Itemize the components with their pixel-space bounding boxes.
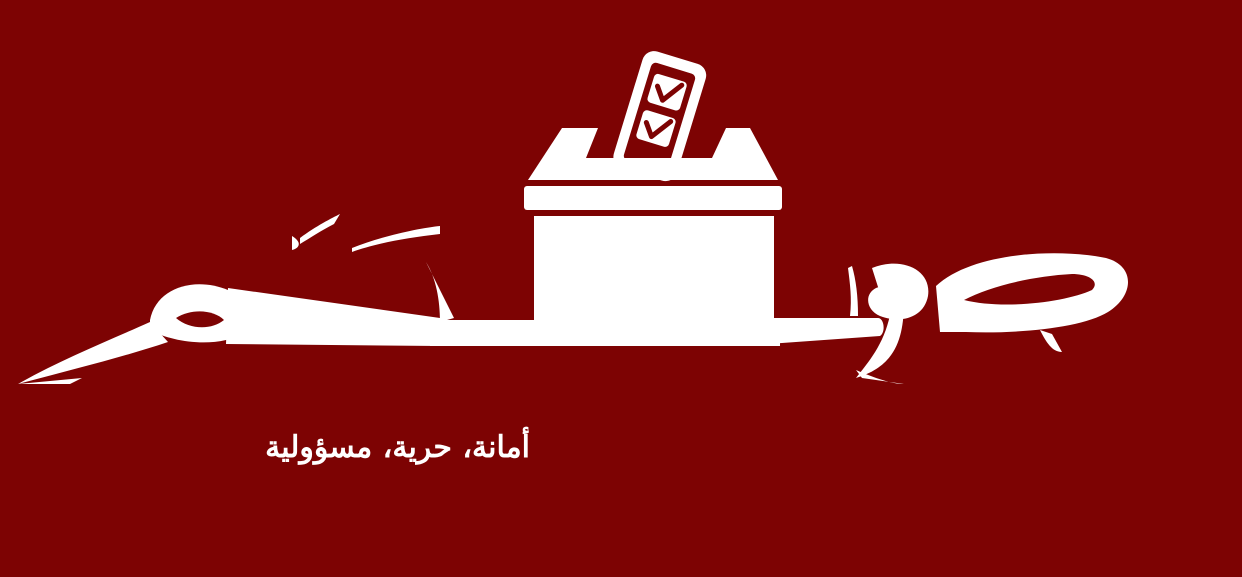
ballot-box-icon [524,48,782,346]
tagline: أمانة، حرية، مسؤولية [265,430,530,465]
